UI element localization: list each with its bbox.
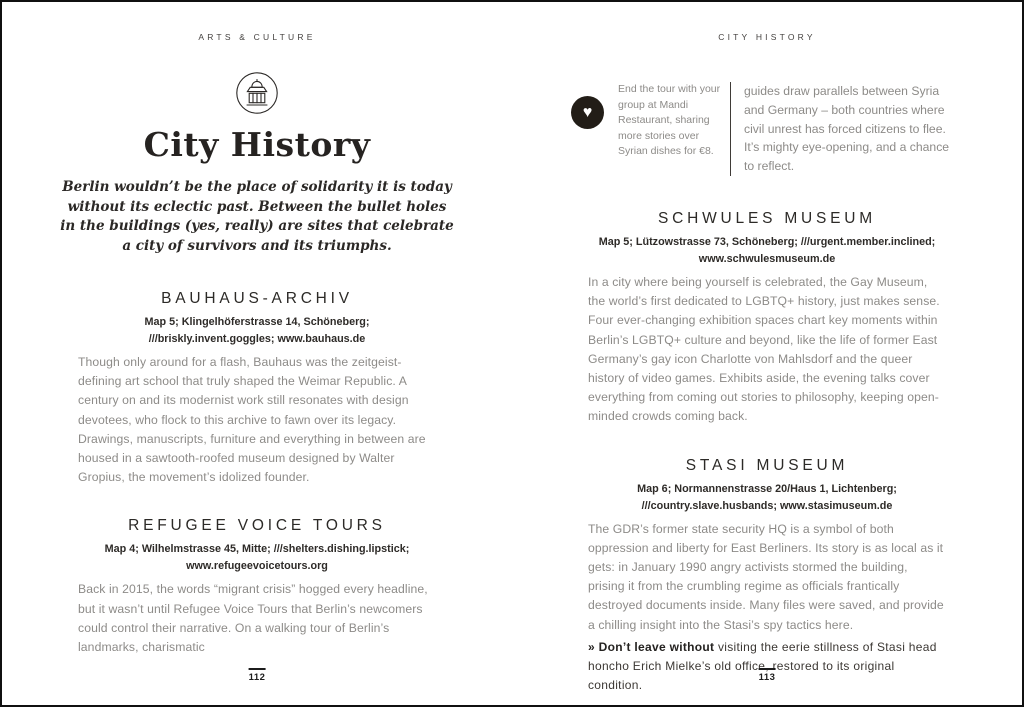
listing-body: The GDR’s former state security HQ is a symbol of both oppression and liberty for East Berliners. Its story is as local as it gets: in January 1990 angry activists stormed the building, prising it from the crumbling regime as officials frantically destroyed documents inside. Many files were saved, and provide a chilling insight into the Stasi’s spy tactics here. [588, 521, 944, 632]
intro-line: in the buildings (yes, really) are sites that celebrate [60, 218, 454, 234]
tip-box [571, 82, 963, 176]
listing-address [540, 234, 994, 268]
address-line: ///briskly.invent.goggles; www.bauhaus.de [148, 333, 366, 345]
callout-rest: visiting the eerie stillness of Stasi head honcho Erich Mielke’s old office, restored to its original condition. [588, 639, 937, 692]
address-line: ///country.slave.husbands; www.stasimuseum.de [641, 499, 893, 512]
chevron-marker: » [588, 639, 595, 654]
page-number-left: 112 [249, 667, 266, 685]
intro-line: without its eclectic past. Between the bullet holes [67, 198, 447, 215]
page-number-right: 113 [759, 667, 776, 685]
callout-lead: Don’t leave without [598, 639, 715, 654]
museum-building-icon [30, 72, 484, 119]
address-line: Map 5; Lützowstrasse 73, Schöneberg; ///urgent.member.inclined; [598, 235, 936, 248]
listing-address [30, 314, 484, 348]
listing-address [30, 541, 484, 575]
chapter-intro [30, 178, 484, 256]
listing-heading: SCHWULES MUSEUM [657, 209, 877, 227]
listing-body: Though only around for a flash, Bauhaus was the zeitgeist-defining art school that truly shaped the Weimar Republic. A century on and its modernist work still resonates with design devotees, who flock to this archive to fawn over its legacy. Drawings, manuscripts, furniture and everything in between are housed in a sawtooth-roofed museum designed by Walter Gropius, the movement’s idolized founder. [78, 355, 426, 485]
listing-refugee-voice-tours [30, 517, 484, 657]
intro-line: Berlin wouldn’t be the place of solidarity it is today [62, 179, 452, 195]
address-line: Map 5; Klingelhöferstrasse 14, Schöneberg; [144, 316, 370, 328]
listing-body: In a city where being yourself is celebrated, the Gay Museum, the world’s first dedicated to LGBTQ+ history, just makes sense. Four ever-changing exhibition spaces chart key moments within Berlin’s LGBTQ+ culture and beyond, like the life of former East Germany’s gay icon Charlotte von Mahlsdorf and the queer history of video games. Exhibits aside, the evening talks cover everything from coming out stories to philosophy, keeping open-minded crowds coming back. [588, 274, 940, 424]
address-line: Map 6; Normannenstrasse 20/Haus 1, Lichtenberg; [637, 482, 897, 495]
intro-line: a city of survivors and its triumphs. [122, 237, 392, 254]
page-right [512, 2, 1022, 705]
address-line: Map 4; Wilhelmstrasse 45, Mitte; ///shelters.dishing.lipstick; [104, 543, 410, 556]
listing-heading: REFUGEE VOICE TOURS [128, 517, 386, 535]
continuation-text: guides draw parallels between Syria and Germany – both countries where civil unrest has forced citizens to flee. It’s mighty eye-opening, and a chance to reflect. [744, 84, 950, 174]
address-line: www.refugeevoicetours.org [186, 560, 328, 573]
tip-text: End the tour with your group at Mandi Restaurant, sharing more stories over Syrian dishes for €8. [618, 83, 721, 157]
listing-schwules-museum [540, 210, 994, 427]
listing-address [540, 481, 994, 515]
listing-body: Back in 2015, the words “migrant crisis” hogged every headline, but it wasn’t until Refugee Voice Tours that Berlin’s newcomers could control their narrative. On a walking tour of Berlin’s landmarks, charismatic [78, 582, 428, 655]
listing-bauhaus-archiv [30, 290, 484, 487]
page-title: City History [143, 125, 371, 164]
running-head-right: CITY HISTORY [718, 32, 816, 42]
listing-heading: STASI MUSEUM [685, 456, 849, 474]
address-line: www.schwulesmuseum.de [698, 252, 836, 265]
page-left [2, 2, 512, 705]
heart-icon: ♥ [571, 96, 604, 129]
listing-stasi-museum [540, 457, 994, 695]
vertical-divider [730, 82, 731, 176]
running-head-left: ARTS & CULTURE [198, 32, 316, 42]
listing-heading: BAUHAUS-ARCHIV [161, 290, 353, 307]
